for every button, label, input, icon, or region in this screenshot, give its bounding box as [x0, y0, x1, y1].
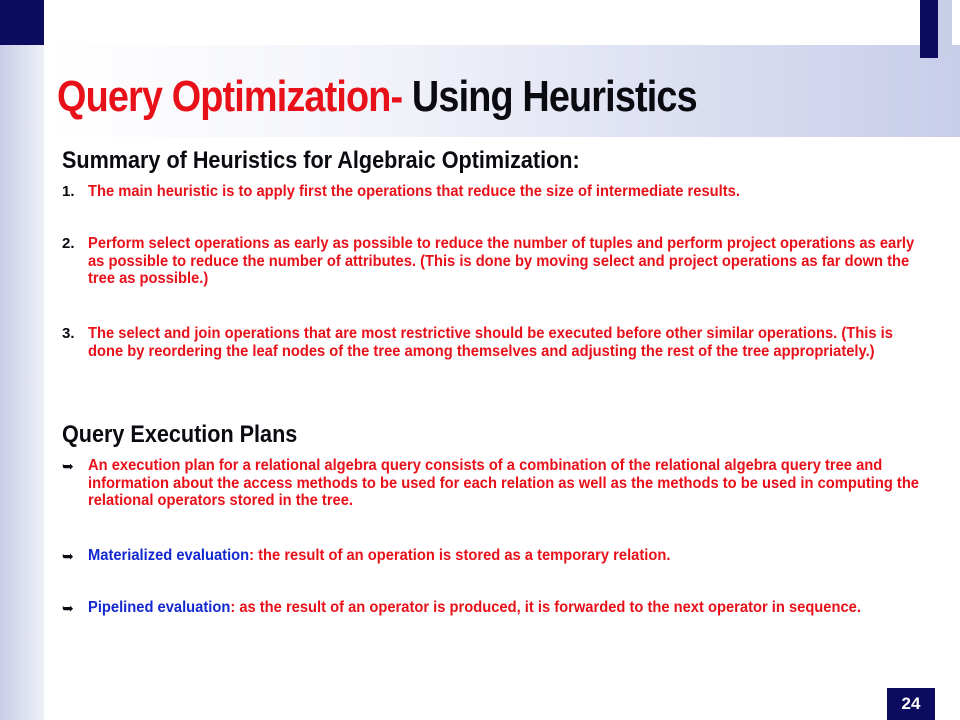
list-number: 1. — [62, 183, 75, 200]
plans-term-description: : as the result of an operator is produced, it is forwarded to the next operator in sequence. — [230, 599, 861, 616]
summary-heading: Summary of Heuristics for Algebraic Optimization: — [62, 147, 580, 174]
list-number: 2. — [62, 235, 75, 252]
slide-title-part2: Using Heuristics — [402, 72, 697, 121]
summary-item-text: The select and join operations that are most restrictive should be executed before other similar operations. (This is done by reordering the leaf nodes of the tree among themselves and adjusting the rest of the tree appropriately.) — [88, 325, 893, 360]
summary-item-text: Perform select operations as early as possible to reduce the number of tuples and perform project operations as early as possible to reduce the number of attributes. (This is done by moving select and project operations as far down the tree as possible.) — [88, 235, 915, 287]
top-left-accent-block — [0, 0, 44, 45]
slide-title — [57, 66, 697, 128]
top-right-accent-block — [920, 0, 938, 58]
summary-item-text: The main heuristic is to apply first the operations that reduce the size of intermediate results. — [88, 183, 740, 200]
arrow-bullet-icon: ➥ — [62, 458, 74, 474]
plans-item-text — [88, 547, 921, 565]
plans-item-text — [88, 599, 921, 617]
top-right-light-block — [938, 0, 952, 58]
plans-term: Pipelined evaluation — [88, 599, 231, 616]
slide-title-part1: Query Optimization- — [57, 72, 403, 121]
plans-item-text: An execution plan for a relational algebra query consists of a combination of the relational algebra query tree and information about the access methods to be used for each relation as well as the methods to be used in computing the relational operators stored in the tree. — [88, 457, 920, 509]
page-number: 24 — [887, 688, 935, 720]
plans-term-description: : the result of an operation is stored as a temporary relation. — [249, 547, 671, 564]
arrow-bullet-icon: ➥ — [62, 600, 74, 616]
plans-term: Materialized evaluation — [88, 547, 250, 564]
arrow-bullet-icon: ➥ — [62, 548, 74, 564]
plans-heading: Query Execution Plans — [62, 421, 298, 448]
left-decorative-band — [0, 0, 44, 720]
list-number: 3. — [62, 325, 75, 342]
